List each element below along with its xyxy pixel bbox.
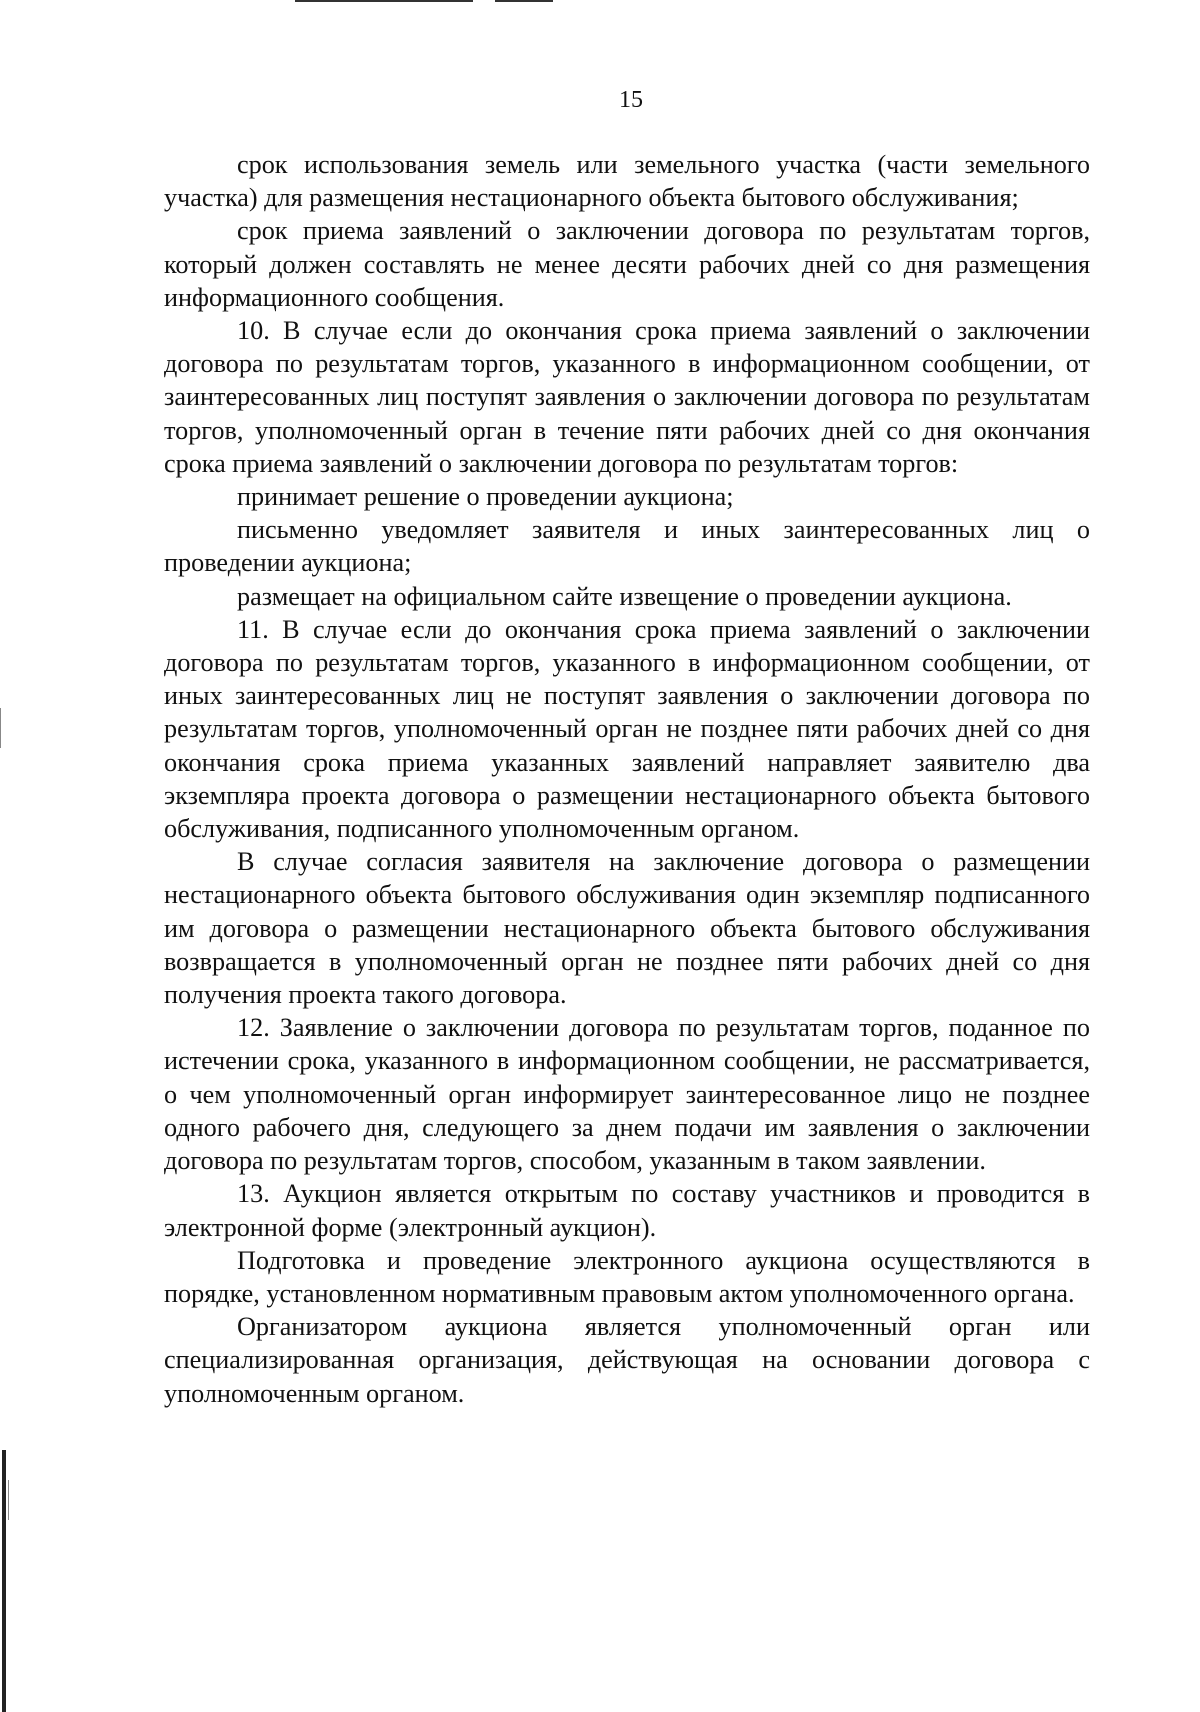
scan-artifact-left-edge (2, 1450, 6, 1712)
page-number: 15 (619, 87, 643, 113)
document-body (164, 148, 1090, 1410)
paragraph-item-11: 11. В случае если до окончания срока приема заявлений о заключении договора по результатам торгов, указанного в информационном сообщении, от иных заинтересованных лиц не поступят заявления о заключении договора по результатам торгов, уполномоченный орган не позднее пяти рабочих дней со дня окончания срока приема указанных заявлений направляет заявителю два экземпляра проекта договора о размещении нестационарного объекта бытового обслуживания, подписанного уполномоченным органом. (164, 614, 1090, 844)
paragraph: В случае согласия заявителя на заключение договора о размещении нестационарного объекта бытового обслуживания один экземпляр подписанного им договора о размещении нестационарного объекта бытового обслуживания возвращается в уполномоченный орган не позднее пяти рабочих дней со дня получения проекта такого договора. (164, 847, 1090, 1010)
paragraph: срок использования земель или земельного участка (части земельного участка) для размещения нестационарного объекта бытового обслуживания; (164, 150, 1090, 213)
scan-artifact-top-line (495, 0, 553, 2)
paragraph: размещает на официальном сайте извещение о проведении аукциона. (237, 581, 1012, 611)
paragraph: срок приема заявлений о заключении договора по результатам торгов, который должен составлять не менее десяти рабочих дней со дня размещения информационного сообщения. (164, 216, 1090, 312)
paragraph: принимает решение о проведении аукциона; (237, 482, 734, 512)
paragraph-item-12: 12. Заявление о заключении договора по результатам торгов, поданное по истечении срока, указанного в информационном сообщении, не рассматривается, о чем уполномоченный орган информирует заинтересованное лицо не позднее одного рабочего дня, следующего за днем подачи им заявления о заключении договора по результатам торгов, способом, указанным в таком заявлении. (164, 1013, 1090, 1176)
paragraph: Организатором аукциона является уполномоченный орган или специализированная организация, действующая на основании договора с уполномоченным органом. (164, 1312, 1090, 1408)
paragraph: письменно уведомляет заявителя и иных заинтересованных лиц о проведении аукциона; (164, 515, 1090, 578)
paragraph: Подготовка и проведение электронного аукциона осуществляются в порядке, установленном нормативным правовым актом уполномоченного органа. (164, 1245, 1090, 1308)
paragraph-item-13: 13. Аукцион является открытым по составу участников и проводится в электронной форме (электронный аукцион). (164, 1179, 1090, 1242)
scan-artifact-left-edge (8, 1480, 9, 1520)
scan-artifact-top-line (295, 0, 473, 2)
scan-artifact-left-edge (0, 708, 1, 748)
paragraph-item-10: 10. В случае если до окончания срока приема заявлений о заключении договора по результатам торгов, указанного в информационном сообщении, от заинтересованных лиц поступят заявления о заключении договора по результатам торгов, уполномоченный орган в течение пяти рабочих дней со дня окончания срока приема заявлений о заключении договора по результатам торгов: (164, 316, 1090, 478)
